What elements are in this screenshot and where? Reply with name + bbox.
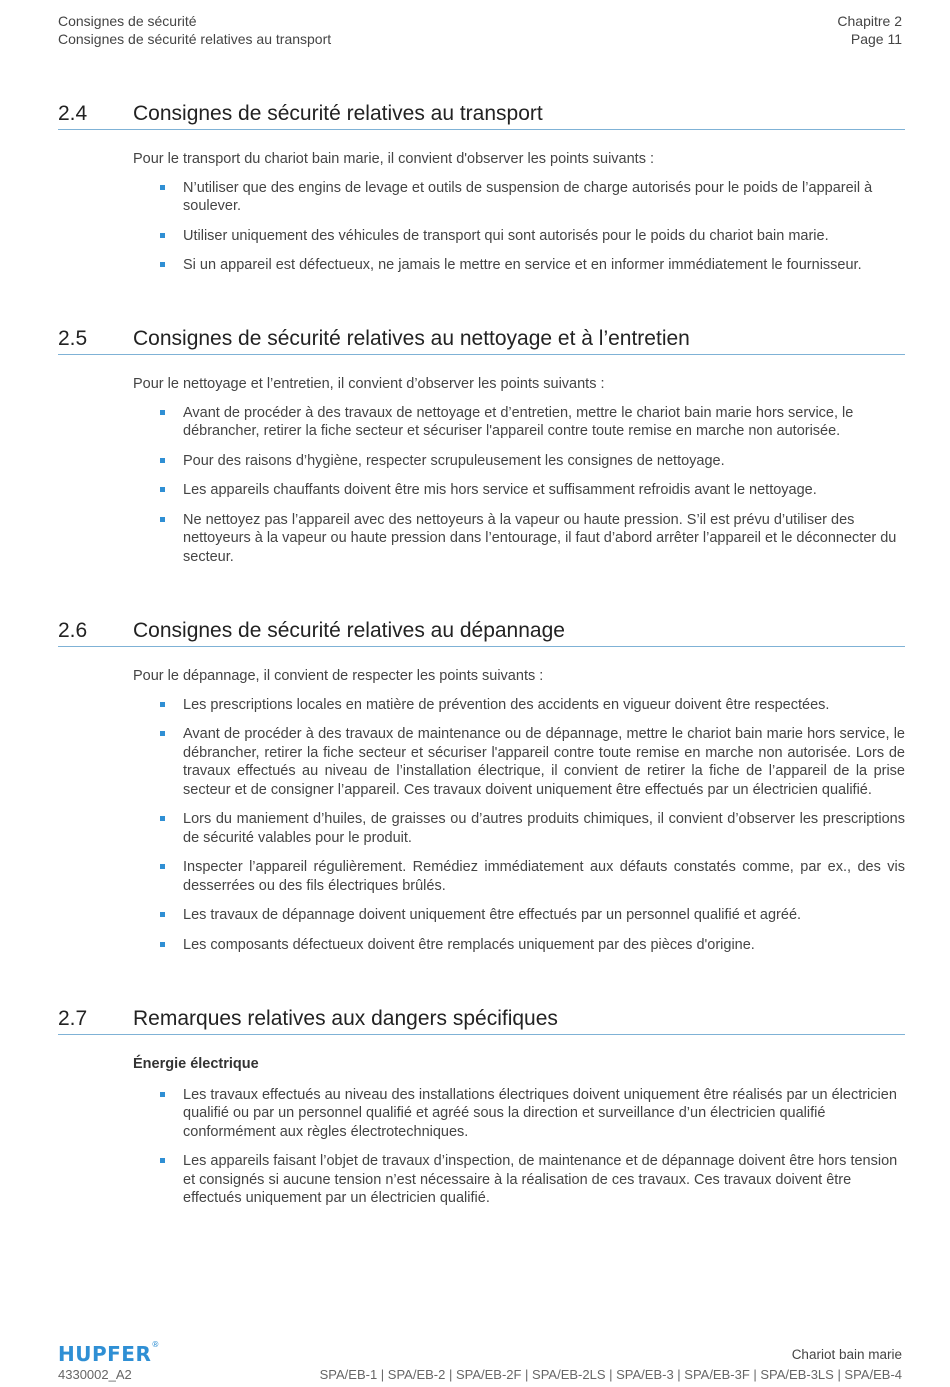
list-item-text: Les appareils faisant l’objet de travaux d’inspection, de maintenance et de dépannage doivent être hors tension et consignés si aucune tension n’est nécessaire à la réalisation de ces travaux. Ces travaux doivent être effectués uniquement par un électricien qualifié. [183, 1153, 898, 1206]
header-chapter: Chapitre 2 [837, 13, 902, 29]
product-name: Chariot bain marie [791, 1347, 902, 1362]
section-intro: Pour le dépannage, il convient de respecter les points suivants : [133, 668, 544, 684]
list-item [133, 906, 905, 925]
subheading-electrical-energy: Énergie électrique [133, 1056, 259, 1072]
section-2-5 [58, 326, 905, 577]
list-item-text: Ne nettoyez pas l’appareil avec des nettoyeurs à la vapeur ou haute pression. S’il est prévu d’utiliser des nettoyeurs à la vapeur ou haute pression dans l’entourage, il faut d’abord arrêter l’appareil et le déconnecter du secteur. [183, 511, 897, 565]
section-heading [58, 101, 905, 130]
list-item-text: Utiliser uniquement des véhicules de transport qui sont autorisés pour le poids du chariot bain marie. [183, 227, 829, 244]
section-title: Consignes de sécurité relatives au transport [133, 102, 543, 125]
header-page-number: Page 11 [850, 31, 902, 47]
section-heading [58, 618, 905, 647]
list-item [133, 481, 905, 500]
logo-text: HUPFER [58, 1342, 152, 1366]
header-section-title: Consignes de sécurité relatives au transport [58, 31, 332, 47]
list-item-text: Lors du maniement d’huiles, de graisses ou d’autres produits chimiques, il convient d’observer les prescriptions de sécurité valables pour le produit. [183, 811, 905, 846]
model-list: SPA/EB-1 | SPA/EB-2 | SPA/EB-2F | SPA/EB-2LS | SPA/EB-3 | SPA/EB-3F | SPA/EB-3LS | SPA/EB-4 [319, 1367, 902, 1382]
section-2-7 [58, 1006, 905, 1219]
square-bullet-icon [160, 458, 165, 463]
section-title: Consignes de sécurité relatives au nettoyage et à l’entretien [133, 327, 690, 350]
header-chapter-title: Consignes de sécurité [58, 13, 197, 29]
section-body [133, 375, 905, 566]
square-bullet-icon [160, 185, 165, 190]
list-item [133, 810, 905, 847]
bullet-list [133, 1086, 905, 1208]
list-item-text: Inspecter l’appareil régulièrement. Remédiez immédiatement aux défauts constatés comme, par ex., des vis desserrées ou des fils électriques brûlés. [183, 859, 905, 894]
section-intro: Pour le transport du chariot bain marie, il convient d'observer les points suivants : [133, 151, 655, 167]
bullet-list [133, 696, 905, 955]
section-number: 2.6 [58, 619, 88, 642]
list-item [133, 452, 905, 471]
square-bullet-icon [160, 864, 165, 869]
list-item-text: Avant de procéder à des travaux de nettoyage et d’entretien, mettre le chariot bain marie hors service, le débrancher, retirer la fiche secteur et sécuriser l'appareil contre toute remise en marche non autorisée. [183, 404, 854, 439]
registered-mark: ® [151, 1340, 160, 1349]
list-item-text: N’utiliser que des engins de levage et outils de suspension de charge autorisés pour le poids de l’appareil à soulever. [183, 179, 873, 214]
page-footer [58, 1340, 902, 1384]
section-title: Consignes de sécurité relatives au dépannage [133, 619, 565, 642]
list-item [133, 936, 905, 955]
header-left [58, 12, 331, 48]
section-number: 2.7 [58, 1007, 88, 1030]
bullet-list [133, 179, 905, 275]
list-item-text: Les prescriptions locales en matière de prévention des accidents en vigueur doivent être respectées. [183, 696, 830, 713]
square-bullet-icon [160, 410, 165, 415]
square-bullet-icon [160, 912, 165, 917]
square-bullet-icon [160, 1158, 165, 1163]
hupfer-logo [58, 1342, 160, 1366]
section-2-6 [58, 618, 905, 965]
list-item-text: Avant de procéder à des travaux de maintenance ou de dépannage, mettre le chariot bain marie hors service, le débrancher, retirer la fiche secteur et sécuriser l'appareil contre toute remise en marche non autorisée. Lors de travaux effectués au niveau de l’installation électrique, il convient de retirer la fiche de l’appareil de la prise secteur et de consigner l’appareil. Ces travaux doivent uniquement être effectués par un électricien qualifié. [183, 726, 905, 798]
list-item-text: Pour des raisons d’hygiène, respecter scrupuleusement les consignes de nettoyage. [183, 452, 725, 469]
square-bullet-icon [160, 487, 165, 492]
section-title: Remarques relatives aux dangers spécifiques [133, 1007, 558, 1030]
section-number: 2.5 [58, 327, 88, 350]
document-id: 4330002_A2 [58, 1367, 132, 1382]
list-item [133, 696, 905, 715]
section-body [133, 1055, 905, 1208]
square-bullet-icon [160, 262, 165, 267]
square-bullet-icon [160, 517, 165, 522]
section-2-4 [58, 101, 905, 286]
square-bullet-icon [160, 233, 165, 238]
section-heading [58, 326, 905, 355]
list-item [133, 179, 905, 216]
list-item [133, 1086, 905, 1142]
list-item [133, 858, 905, 895]
list-item [133, 511, 905, 567]
list-item-text: Si un appareil est défectueux, ne jamais le mettre en service et en informer immédiatement le fournisseur. [183, 257, 862, 273]
list-item [133, 725, 905, 799]
section-body [133, 150, 905, 275]
list-item-text: Les travaux de dépannage doivent uniquement être effectués par un personnel qualifié et agréé. [183, 907, 802, 923]
list-item [133, 404, 905, 441]
header-right [837, 12, 902, 48]
section-intro: Pour le nettoyage et l’entretien, il convient d’observer les points suivants : [133, 376, 605, 392]
list-item [133, 227, 905, 246]
list-item-text: Les travaux effectués au niveau des installations électriques doivent uniquement être réalisés par un électricien qualifié ou par un personnel qualifié et agréé sous la direction et surveillance d’un électricien qualifié conformément aux règles électrotechniques. [183, 1086, 897, 1140]
square-bullet-icon [160, 1092, 165, 1097]
square-bullet-icon [160, 942, 165, 947]
list-item-text: Les composants défectueux doivent être remplacés uniquement par des pièces d'origine. [183, 936, 755, 953]
section-heading [58, 1006, 905, 1035]
square-bullet-icon [160, 702, 165, 707]
list-item-text: Les appareils chauffants doivent être mis hors service et suffisamment refroidis avant le nettoyage. [183, 482, 817, 498]
list-item [133, 256, 905, 275]
section-body [133, 667, 905, 954]
bullet-list [133, 404, 905, 567]
list-item [133, 1152, 905, 1208]
square-bullet-icon [160, 731, 165, 736]
square-bullet-icon [160, 816, 165, 821]
section-number: 2.4 [58, 102, 88, 125]
